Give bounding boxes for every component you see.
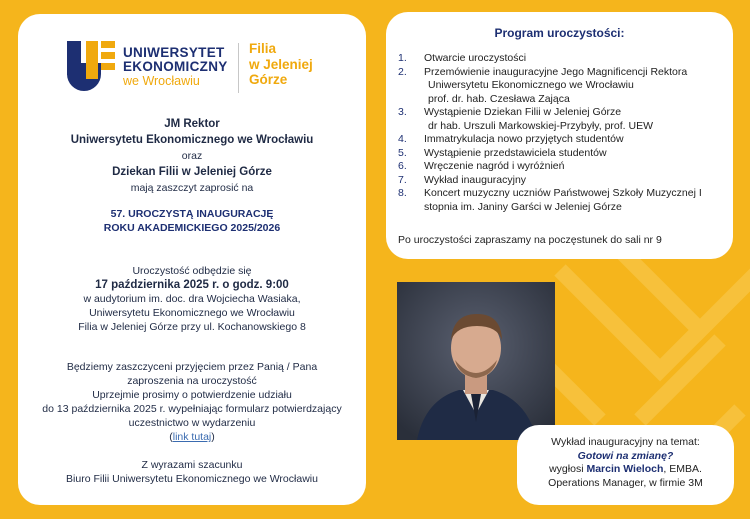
invitation-university: Uniwersytetu Ekonomicznego we Wrocławiu bbox=[70, 134, 314, 146]
program-card bbox=[386, 12, 733, 259]
program-item-number: 7. bbox=[398, 173, 407, 186]
rsvp-line-4: do 13 października 2025 r. wypełniając formularz potwierdzający bbox=[42, 403, 342, 415]
program-footer: Po uroczystości zapraszamy na poczęstunek do sali nr 9 bbox=[398, 234, 662, 246]
program-item-text: Otwarcie uroczystości bbox=[424, 52, 527, 64]
program-item-text: Uniwersytetu Ekonomicznego we Wrocławiu bbox=[428, 79, 634, 91]
invitation-and: oraz bbox=[181, 150, 203, 162]
lecture-speaker-title: , EMBA. bbox=[663, 463, 702, 475]
link-close-paren: ) bbox=[211, 431, 215, 443]
lecture-by: wygłosi bbox=[549, 463, 587, 475]
event-date: 17 października 2025 r. o godz. 9:00 bbox=[95, 279, 289, 291]
program-item-number: 2. bbox=[398, 65, 407, 78]
rsvp-link-line bbox=[18, 430, 366, 444]
program-item-text: Wystąpienie przedstawiciela studentów bbox=[424, 146, 607, 159]
rsvp-line-5: uczestnictwo w wydarzeniu bbox=[128, 417, 256, 429]
program-item-text: Przemówienie inauguracyjne Jego Magnificencji Rektora bbox=[424, 65, 688, 78]
program-item bbox=[398, 66, 728, 107]
lecture-topic: Gotowi na zmianę? bbox=[577, 449, 674, 462]
lecture-speaker-role: Operations Manager, w firmie 3M bbox=[548, 476, 703, 489]
event-intro: Uroczystość odbędzie się bbox=[132, 265, 252, 277]
program-item-text: Wykład inauguracyjny bbox=[424, 173, 527, 186]
program-item bbox=[398, 106, 728, 133]
inauguration-title-1: 57. UROCZYSTĄ INAUGURACJĘ bbox=[110, 208, 274, 220]
program-item-text: Koncert muzyczny uczniów Państwowej Szkoły Muzycznej I bbox=[424, 187, 702, 199]
rsvp-line-3: Uprzejmie prosimy o potwierdzenie udziału bbox=[92, 389, 292, 401]
program-item-text: Wręczenie nagród i wyróżnień bbox=[424, 160, 565, 172]
logo-mark-icon bbox=[67, 41, 115, 93]
rsvp-line-1: Będziemy zaszczyceni przyjęciem przez Panią / Pana bbox=[66, 361, 318, 373]
logo-filia-line-3: Górze bbox=[249, 72, 288, 87]
program-item bbox=[398, 133, 728, 147]
inauguration-title-2: ROKU AKADEMICKIEGO 2025/2026 bbox=[103, 222, 281, 234]
program-item bbox=[398, 174, 728, 188]
logo-filia-line-2: w Jeleniej bbox=[249, 56, 313, 72]
invitation-card bbox=[18, 14, 366, 505]
program-item-number: 5. bbox=[398, 146, 407, 159]
event-venue-3: Filia w Jeleniej Górze przy ul. Kochanowskiego 8 bbox=[78, 321, 306, 333]
program-item bbox=[398, 187, 728, 214]
rsvp-line-2: zaproszenia na uroczystość bbox=[127, 375, 257, 387]
university-logo bbox=[67, 41, 335, 107]
program-item-number: 8. bbox=[398, 187, 407, 199]
event-venue-1: w audytorium im. doc. dra Wojciecha Wasiaka, bbox=[83, 293, 301, 305]
closing-regards: Z wyrazami szacunku bbox=[141, 459, 243, 471]
program-item-number: 3. bbox=[398, 106, 407, 118]
logo-filia-line-1: Filia bbox=[249, 41, 277, 56]
logo-divider bbox=[238, 43, 239, 93]
lecture-card bbox=[517, 425, 734, 505]
program-item-number: 6. bbox=[398, 160, 407, 172]
program-item-text: stopnia im. Janiny Garści w Jeleniej Górze bbox=[424, 200, 622, 213]
closing-signature: Biuro Filii Uniwersytetu Ekonomicznego we Wrocławiu bbox=[66, 473, 318, 485]
program-item bbox=[398, 160, 728, 174]
program-item-number: 4. bbox=[398, 133, 407, 145]
program-item-text: dr hab. Urszuli Markowskiej-Przybyły, prof. UEW bbox=[428, 119, 654, 132]
rsvp-form-link[interactable]: link tutaj bbox=[172, 431, 212, 443]
program-title: Program uroczystości: bbox=[494, 26, 625, 40]
lecture-speaker-line bbox=[517, 463, 734, 477]
speaker-photo bbox=[397, 282, 555, 440]
program-item-text: Wystąpienie Dziekan Filii w Jeleniej Górze bbox=[424, 106, 622, 118]
lecture-intro: Wykład inauguracyjny na temat: bbox=[551, 436, 700, 448]
program-item-text: prof. dr. hab. Czesława Zająca bbox=[428, 92, 570, 105]
logo-line-2: EKONOMICZNY bbox=[123, 59, 228, 74]
program-item-number: 1. bbox=[398, 52, 407, 64]
event-venue-2: Uniwersytetu Ekonomicznego we Wrocławiu bbox=[89, 307, 295, 319]
link-open-paren: ( bbox=[169, 431, 173, 443]
invitation-invite-text: mają zaszczyt zaprosić na bbox=[130, 182, 254, 194]
program-item bbox=[398, 52, 728, 66]
logo-line-3: we Wrocławiu bbox=[123, 74, 200, 88]
invitation-host-rector: JM Rektor bbox=[164, 118, 220, 130]
invitation-host-dean: Dziekan Filii w Jeleniej Górze bbox=[112, 166, 272, 178]
lecture-speaker-name: Marcin Wieloch bbox=[586, 463, 664, 475]
program-item bbox=[398, 147, 728, 161]
logo-line-1: UNIWERSYTET bbox=[123, 45, 225, 60]
program-item-text: Immatrykulacja nowo przyjętych studentów bbox=[424, 133, 624, 145]
program-list bbox=[398, 52, 728, 214]
